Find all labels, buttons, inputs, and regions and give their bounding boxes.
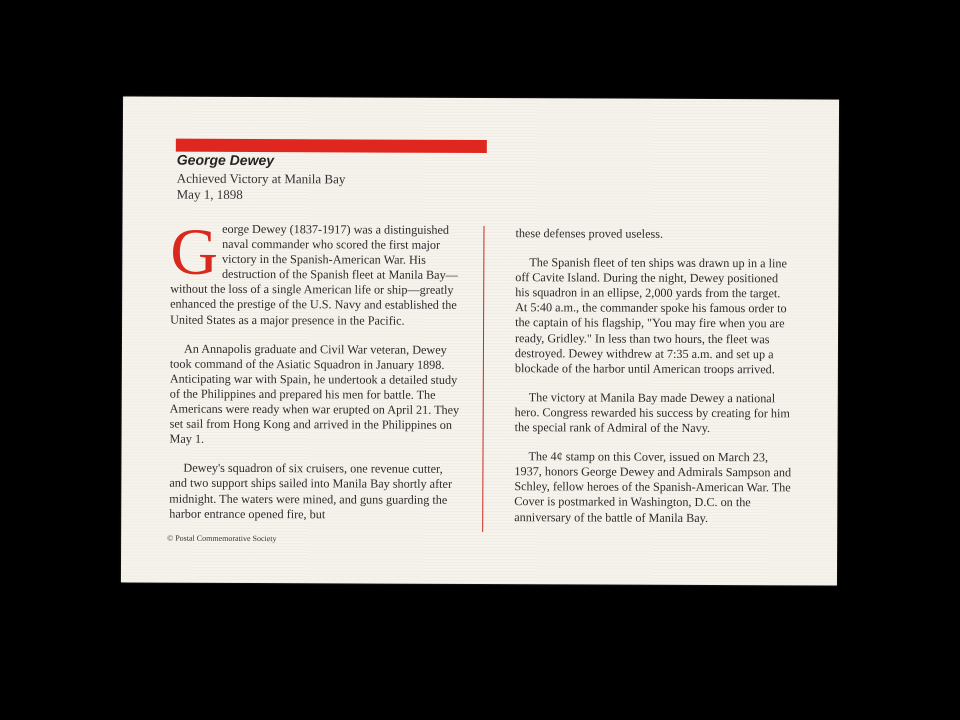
info-card	[121, 96, 839, 585]
date-line: May 1, 1898	[176, 186, 243, 202]
subtitle: Achieved Victory at Manila Bay	[176, 170, 346, 187]
paragraph: An Annapolis graduate and Civil War veteran, Dewey took command of the Asiatic Squadron in January 1898. Anticipating war with Spain, he undertook a detailed study of the Philippines and prepared his men for battle. The Americans were ready when war erupted on April 21. They set sail from Hong Kong and arrived in the Philippines on May 1.	[169, 341, 460, 447]
paragraph	[170, 215, 462, 329]
paragraph: these defenses proved useless.	[515, 226, 664, 241]
copyright-notice: © Postal Commemorative Society	[167, 533, 277, 544]
paragraph: Dewey's squadron of six cruisers, one revenue cutter, and two support ships sailed into Manila Bay shortly after midnight. The waters were mined, and guns guarding the harbor entrance opened fire, but	[169, 461, 453, 521]
paragraph-text: eorge Dewey (1837-1917) was a distinguished naval commander who scored the first major victory in the Spanish-American War. His destruction of the Spanish fleet at Manila Bay—without the loss of a single American life or ship—greatly enhanced the prestige of the U.S. Navy and established the United States as a major presence in the Pacific.	[170, 221, 458, 328]
paragraph: The Spanish fleet of ten ships was drawn up in a line off Cavite Island. During the night, Dewey positioned his squadron in an ellipse, 2,000 yards from the target. At 5:40 a.m., the commander spoke his famous order to the captain of his flagship, "You may fire when you are ready, Gridley." In less than two hours, the fleet was destroyed. Dewey withdrew at 7:35 a.m. and set up a blockade of the harbor until American troops arrived.	[514, 255, 787, 377]
red-accent-bar	[176, 139, 487, 153]
paragraph: The 4¢ stamp on this Cover, issued on March 23, 1937, honors George Dewey and Admirals Sampson and Schley, fellow heroes of the Spanish-American War. The Cover is postmarked in Washington, D.C. on the anniversary of the battle of Manila Bay.	[514, 449, 792, 525]
paragraph: The victory at Manila Bay made Dewey a national hero. Congress rewarded his success by creating for him the special rank of Admiral of the Navy.	[514, 390, 790, 436]
column-divider	[482, 226, 484, 532]
right-column	[514, 226, 792, 540]
page-title: George Dewey	[176, 151, 275, 169]
left-column	[169, 215, 462, 537]
drop-cap: G	[170, 215, 219, 289]
